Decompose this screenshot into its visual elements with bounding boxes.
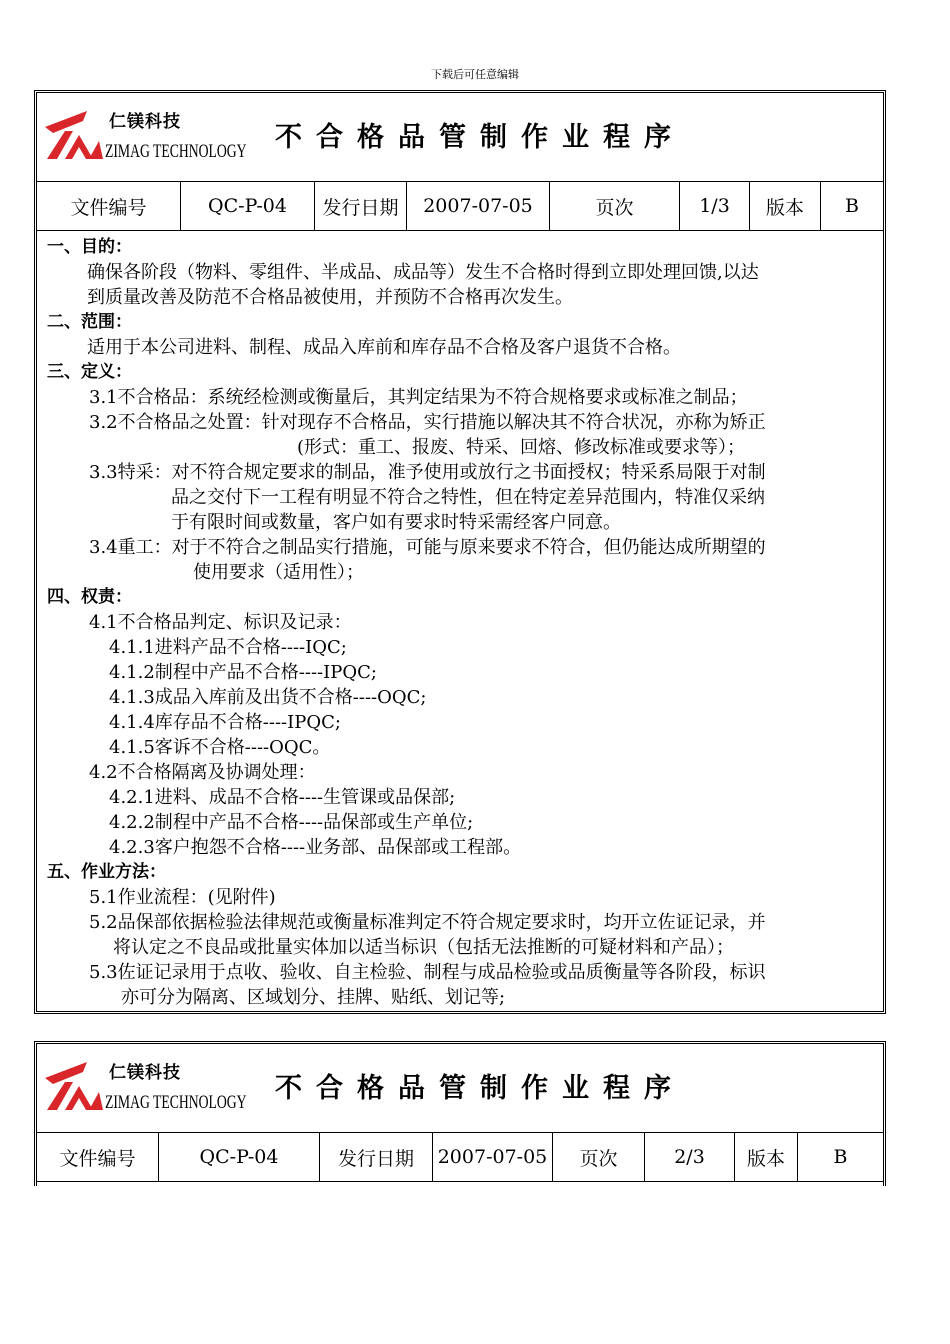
sub-clause-line: 4.1.2制程中产品不合格----IPQC; xyxy=(109,662,377,683)
issue-date-value: 2007-07-05 xyxy=(433,1133,553,1181)
logo-chinese-name: 仁镁科技 xyxy=(109,1063,181,1083)
sub-clause-line: 4.2.1进料、成品不合格----生管课或品保部; xyxy=(109,787,456,808)
logo-chinese-name: 仁镁科技 xyxy=(109,112,181,132)
paragraph-line: 到质量改善及防范不合格品被使用，并预防不合格再次发生。 xyxy=(87,287,573,308)
section-heading: 三、定义： xyxy=(47,362,132,382)
sub-clause-line: 4.2.3客户抱怨不合格----业务部、品保部或工程部。 xyxy=(109,837,522,858)
page-header xyxy=(37,93,883,182)
document-body xyxy=(37,231,883,1010)
clause-line: 5.1作业流程：(见附件) xyxy=(89,887,276,908)
clause-continuation: 使用要求（适用性）； xyxy=(193,562,364,583)
section-heading: 一、目的： xyxy=(47,237,132,257)
document-page-1 xyxy=(34,90,886,1014)
clause-line: 5.3佐证记录用于点收、验收、自主检验、制程与成品检验或品质衡量等各阶段，标识 xyxy=(89,962,766,983)
issue-date-label: 发行日期 xyxy=(315,182,407,230)
page-title: 不合格品管制作业程序 xyxy=(275,122,685,153)
section-heading: 五、作业方法： xyxy=(47,862,166,882)
sub-clause-line: 4.1.4库存品不合格----IPQC; xyxy=(109,712,341,733)
clause-continuation: 将认定之不良品或批量实体加以适当标识（包括无法推断的可疑材料和产品）； xyxy=(113,937,734,958)
section-heading: 四、权责： xyxy=(47,587,132,607)
clause-line: 4.1不合格品判定、标识及记录： xyxy=(89,612,352,633)
clause-continuation: 于有限时间或数量，客户如有要求时特采需经客户同意。 xyxy=(171,512,621,533)
doc-no-value: QC-P-04 xyxy=(159,1133,320,1181)
logo-english-name: ZIMAG TECHNOLOGY xyxy=(105,1092,247,1113)
clause-line: 3.2不合格品之处置：针对现存不合格品，实行措施以解决其不符合状况，亦称为矫正 xyxy=(89,412,766,433)
page-title: 不合格品管制作业程序 xyxy=(275,1073,685,1104)
version-value: B xyxy=(845,195,859,217)
doc-info-row xyxy=(37,1133,883,1182)
paragraph-line: 确保各阶段（物料、零组件、半成品、成品等）发生不合格时得到立即处理回馈,以达 xyxy=(87,262,759,283)
clause-continuation: 亦可分为隔离、区域划分、挂牌、贴纸、划记等; xyxy=(121,987,506,1008)
logo-english-name: ZIMAG TECHNOLOGY xyxy=(105,141,247,162)
clause-line: 3.4重工：对于不符合之制品实行措施，可能与原来要求不符合，但仍能达成所期望的 xyxy=(89,537,766,558)
page-label: 页次 xyxy=(550,182,680,230)
sub-clause-line: 4.1.1进料产品不合格----IQC; xyxy=(109,637,347,658)
section-heading: 二、范围： xyxy=(47,312,132,332)
page-value: 1/3 xyxy=(680,182,750,230)
doc-no-label: 文件编号 xyxy=(37,182,181,230)
page-label: 页次 xyxy=(553,1133,645,1181)
version-value: B xyxy=(833,1146,848,1168)
doc-no-value: QC-P-04 xyxy=(181,182,315,230)
page-value: 2/3 xyxy=(645,1133,735,1181)
page-header xyxy=(37,1044,883,1133)
sub-clause-line: 4.2.2制程中产品不合格----品保部或生产单位; xyxy=(109,812,474,833)
clause-line: 3.3特采：对不符合规定要求的制品，准予使用或放行之书面授权；特采系局限于对制 xyxy=(89,462,766,483)
issue-date-label: 发行日期 xyxy=(320,1133,433,1181)
sub-clause-line: 4.1.5客诉不合格----OQC。 xyxy=(109,737,331,758)
clause-continuation: (形式：重工、报废、特采、回熔、修改标准或要求等）； xyxy=(297,437,746,458)
paragraph-line: 适用于本公司进料、制程、成品入库前和库存品不合格及客户退货不合格。 xyxy=(87,337,681,358)
version-label: 版本 xyxy=(735,1133,798,1181)
issue-date-value: 2007-07-05 xyxy=(407,182,550,230)
clause-line: 5.2品保部依据检验法律规范或衡量标准判定不符合规定要求时，均开立佐证记录，并 xyxy=(89,912,766,933)
doc-no-label: 文件编号 xyxy=(37,1133,159,1181)
clause-line: 3.1不合格品：系统经检测或衡量后，其判定结果为不符合规格要求或标准之制品； xyxy=(89,387,748,408)
download-note: 下载后可任意编辑 xyxy=(431,68,519,81)
document-page-2 xyxy=(34,1041,886,1186)
doc-info-row xyxy=(37,182,883,231)
version-label: 版本 xyxy=(750,182,821,230)
clause-continuation: 品之交付下一工程有明显不符合之特性，但在特定差异范围内，特准仅采纳 xyxy=(171,487,765,508)
clause-line: 4.2不合格隔离及协调处理： xyxy=(89,762,316,783)
sub-clause-line: 4.1.3成品入库前及出货不合格----OQC; xyxy=(109,687,427,708)
